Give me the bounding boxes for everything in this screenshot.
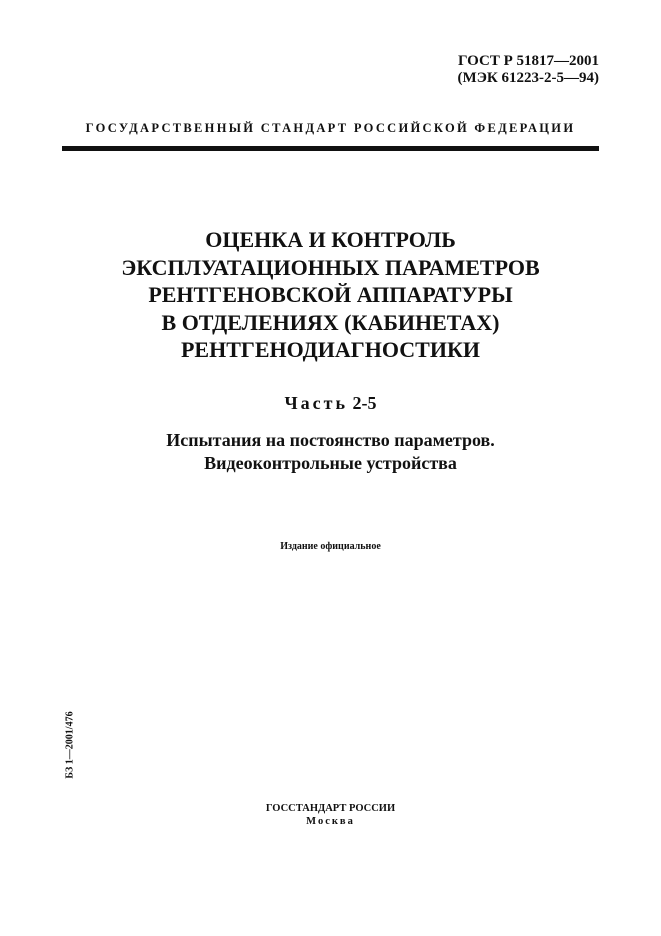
standard-number-block [458, 53, 599, 87]
publisher-name: ГОССТАНДАРТ РОССИИ [265, 803, 396, 814]
gost-number: ГОСТ Р 51817—2001 [457, 53, 599, 69]
title-line-2: ЭКСПЛУАТАЦИОННЫХ ПАРАМЕТРОВ [121, 254, 540, 280]
heading-divider [62, 146, 599, 151]
title-line-1: ОЦЕНКА И КОНТРОЛЬ [205, 227, 456, 252]
subtitle-line-2: Видеоконтрольные устройства [204, 453, 457, 473]
document-subtitle [0, 429, 661, 475]
side-catalog-code: БЗ 1—2001/476 [64, 711, 76, 779]
title-line-3: РЕНТГЕНОВСКОЙ АППАРАТУРЫ [148, 282, 513, 307]
part-label [0, 393, 661, 414]
title-line-4: В ОТДЕЛЕНИЯХ (КАБИНЕТАХ) [161, 309, 500, 335]
state-standard-heading: ГОСУДАРСТВЕННЫЙ СТАНДАРТ РОССИЙСКОЙ ФЕДЕРАЦИИ [85, 121, 576, 135]
iec-number: (МЭК 61223-2-5—94) [457, 70, 599, 86]
subtitle-line-1: Испытания на постоянство параметров. [166, 430, 495, 450]
edition-note: Издание официальное [280, 541, 381, 552]
document-title [0, 226, 661, 364]
part-word: Часть [284, 393, 349, 413]
title-line-5: РЕНТГЕНОДИАГНОСТИКИ [180, 337, 481, 362]
publisher-city: Москва [306, 816, 355, 827]
part-number: 2-5 [352, 393, 377, 413]
publisher-block [0, 802, 661, 828]
